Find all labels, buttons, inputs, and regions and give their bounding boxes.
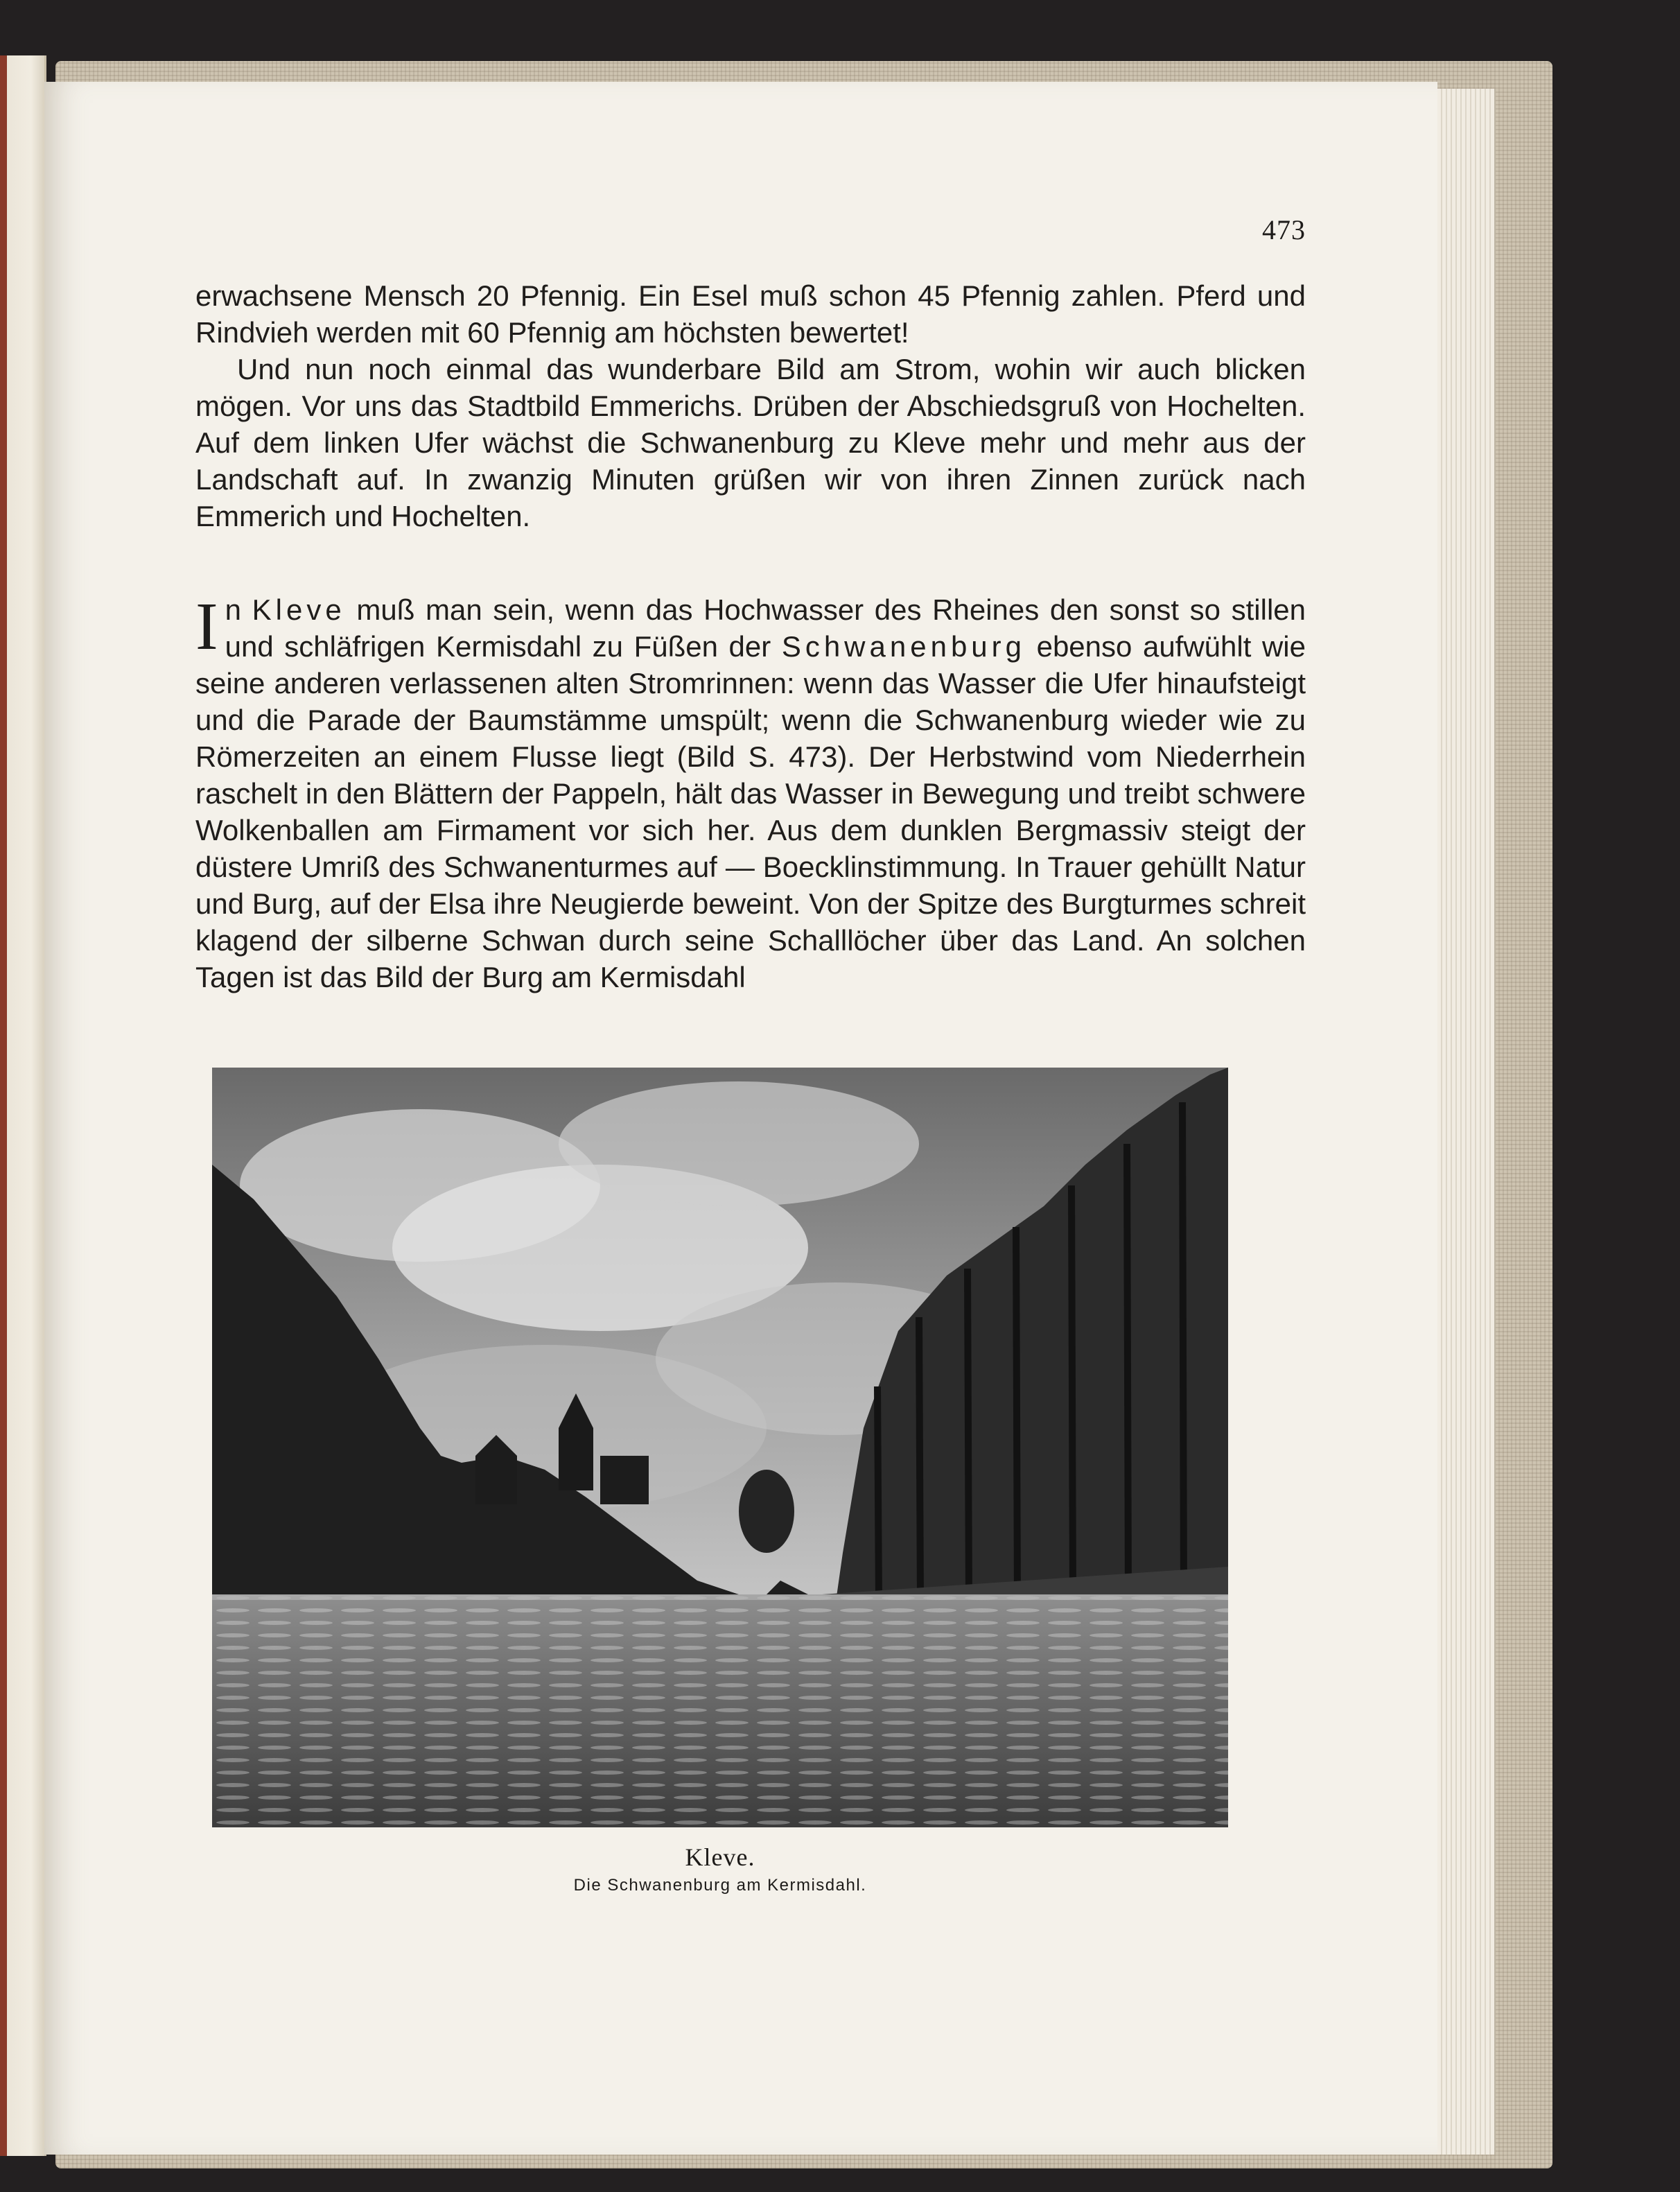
paragraph-toll-prices: erwachsene Mensch 20 Pfennig. Ein Esel muß schon 45 Pfennig zahlen. Pferd und Rindvieh werden mit 60 Pfennig am höchsten bewertet! bbox=[195, 279, 1306, 349]
photo-illustration bbox=[212, 1068, 1228, 1827]
paragraph-river-view: Und nun noch einmal das wunderbare Bild am Strom, wohin wir auch blicken mögen. Vor uns das Stadtbild Emmerichs. Drüben der Abschiedsgruß von Hochelten. Auf dem linken Ufer wächst die Schwanenburg zu Kleve mehr und mehr aus der Landschaft auf. In zwanzig Minuten grüßen wir von ihren Zinnen zurück nach Emmerich und Hochelten. bbox=[195, 353, 1306, 532]
photograph-schwanenburg bbox=[212, 1068, 1228, 1827]
paragraph-lead: n bbox=[225, 593, 241, 626]
facing-page-edge bbox=[0, 55, 46, 2156]
drop-cap: I bbox=[195, 589, 218, 664]
page-number: 473 bbox=[1262, 214, 1306, 245]
paragraph-text-part2: ebenso aufwühlt wie seine anderen verlassenen alten Stromrinnen: wenn das Wasser die Ufer hinaufsteigt und die Parade der Baumstämme umspült; wenn die Schwanenburg wieder wie zu Römerzeiten an einem Flusse liegt (Bild S. 473). Der Herbstwind vom Niederrhein raschelt in den Blättern der Pappeln, hält das Wasser in Bewegung und treibt schwere Wolkenballen am Firmament vor sich her. Aus dem dunklen Bergmassiv steigt der düstere Umriß des Schwanenturmes auf — Boecklinstimmung. In Trauer gehüllt Natur und Burg, auf der Elsa ihre Neugierde beweint. Von der Spitze des Burgturmes schreit klagend der silberne Schwan durch seine Schalllöcher über das Land. An solchen Tagen ist das Bild der Burg am Kermisdahl bbox=[195, 630, 1306, 993]
book-page bbox=[44, 82, 1437, 2155]
paragraph-kleve bbox=[195, 591, 1306, 995]
page-edges bbox=[1428, 89, 1496, 2155]
emphasis-schwanenburg: Schwanenburg bbox=[781, 630, 1026, 663]
emphasis-kleve: Kleve bbox=[252, 593, 346, 626]
paragraph-text-part1: muß man sein, wenn das Hochwasser des Rheines den sonst so stillen und schläfrigen Kermisdahl zu Füßen der bbox=[225, 593, 1306, 663]
spine-edge bbox=[0, 55, 7, 2156]
figure-caption-subtitle: Die Schwanenburg am Kermisdahl. bbox=[573, 1876, 867, 1895]
figure-caption-title: Kleve. bbox=[685, 1843, 755, 1871]
